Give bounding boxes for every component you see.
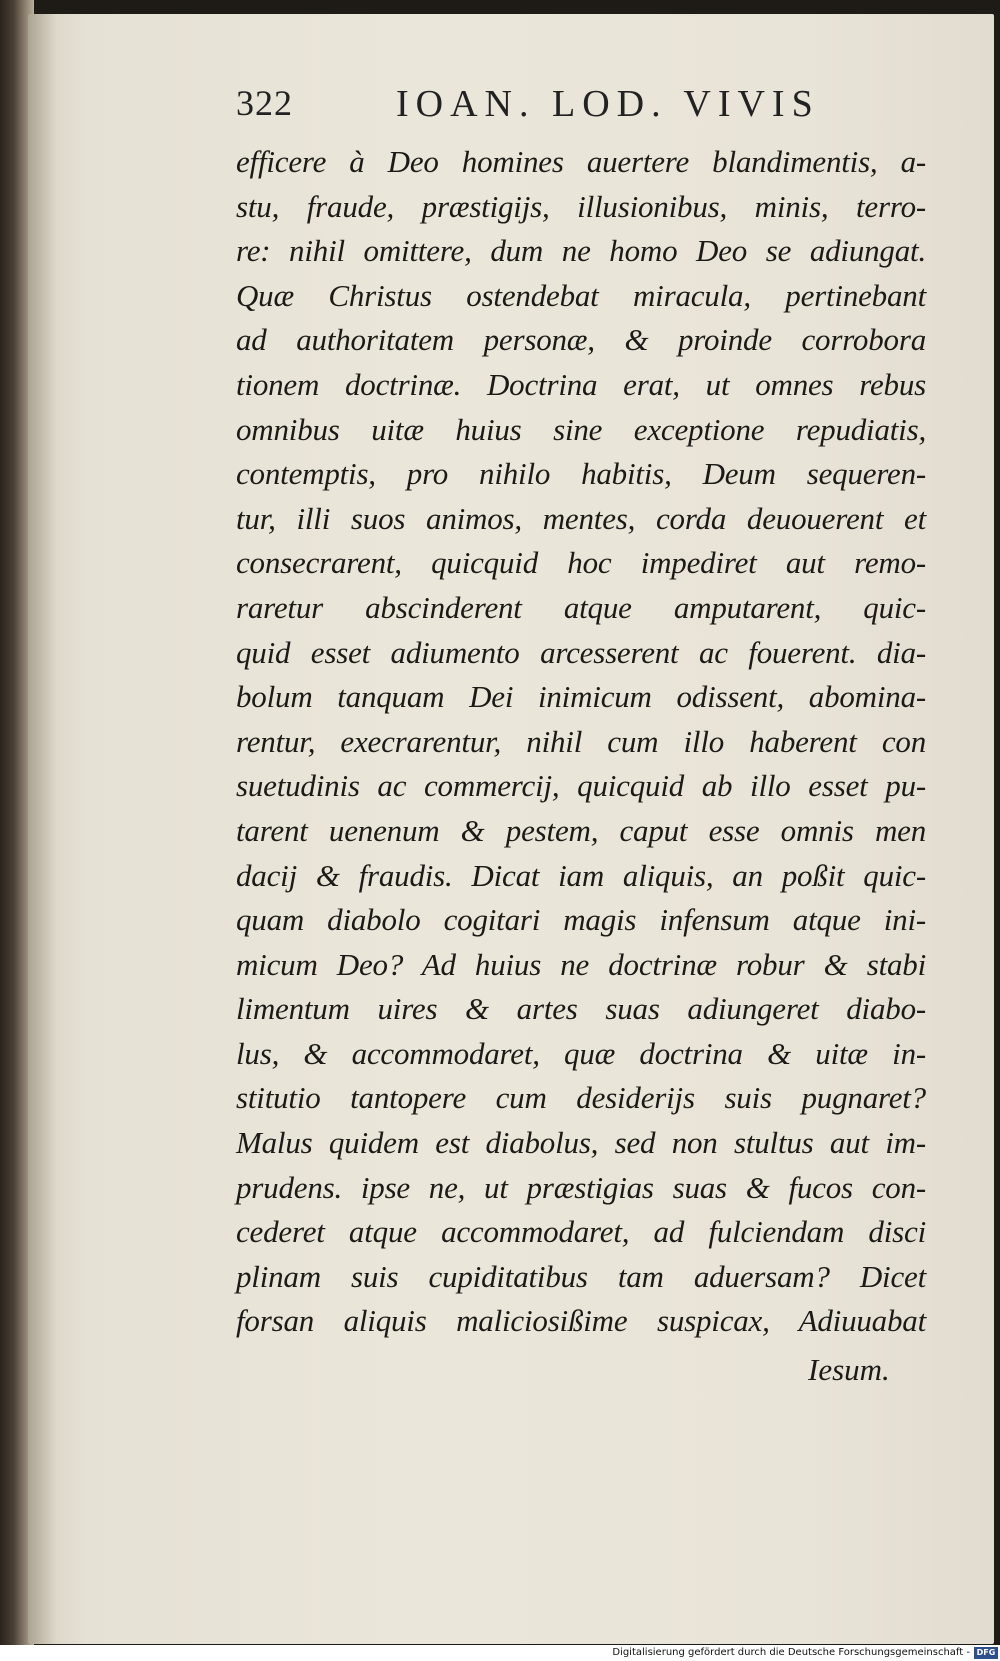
text-line: rentur, execrarentur, nihil cum illo haberent con: [236, 723, 926, 759]
text-line: tur, illi suos animos, mentes, corda deuouerent et: [236, 500, 926, 536]
page-number: 322: [236, 83, 293, 123]
text-line: prudens. ipse ne, ut præstigias suas & fucos con-: [236, 1169, 926, 1205]
text-line: efficere à Deo homines auertere blandimentis, a-: [236, 144, 926, 179]
text-line: micum Deo? Ad huius ne doctrinæ robur & stabi: [236, 946, 926, 982]
text-line: bolum tanquam Dei inimicum odissent, abomina-: [236, 679, 926, 715]
running-head: IOAN. LOD. VIVIS: [396, 83, 820, 125]
text-line: consecrarent, quicquid hoc impediret aut remo-: [236, 545, 926, 581]
dfg-logo-icon: DFG: [974, 1647, 998, 1659]
page-header: [236, 82, 836, 132]
text-line: quam diabolo cogitari magis infensum atque ini-: [236, 902, 926, 938]
text-line: ad authoritatem personæ, & proinde corrobora: [236, 322, 926, 358]
text-line: raretur abscinderent atque amputarent, quic-: [236, 589, 926, 625]
text-line: tarent uenenum & pestem, caput esse omnis men: [236, 812, 926, 848]
text-line: re: nihil omittere, dum ne homo Deo se adiungat.: [236, 233, 926, 269]
text-line: Quæ Christus ostendebat miracula, pertinebant: [236, 277, 926, 313]
digitization-credit: Digitalisierung gefördert durch die Deutsche Forschungsgemeinschaft -: [612, 1647, 970, 1658]
text-block: [236, 140, 926, 1344]
text-line: stitutio tantopere cum desiderijs suis pugnaret?: [236, 1080, 926, 1116]
text-line: stu, fraude, præstigijs, illusionibus, minis, terro-: [236, 188, 926, 224]
text-line: plinam suis cupiditatibus tam aduersam? Dicet: [236, 1258, 926, 1294]
text-line: quid esset adiumento arcesserent ac fouerent. dia-: [236, 634, 926, 670]
text-line: contemptis, pro nihilo habitis, Deum sequeren-: [236, 456, 926, 492]
text-line: limentum uires & artes suas adiungeret diabo-: [236, 991, 926, 1027]
text-line: omnibus uitæ huius sine exceptione repudiatis,: [236, 411, 926, 447]
text-line: dacij & fraudis. Dicat iam aliquis, an poßit quic-: [236, 857, 926, 893]
text-line: cederet atque accommodaret, ad fulciendam disci: [236, 1214, 926, 1250]
text-line: suetudinis ac commercij, quicquid ab illo esset pu-: [236, 768, 926, 804]
text-line: forsan aliquis maliciosißime suspicax, Adiuuabat: [236, 1303, 926, 1339]
text-line: tionem doctrinæ. Doctrina erat, ut omnes rebus: [236, 366, 926, 402]
text-line: Malus quidem est diabolus, sed non stultus aut im-: [236, 1125, 926, 1161]
text-line: lus, & accommodaret, quæ doctrina & uitæ in-: [236, 1035, 926, 1071]
catchword: Iesum.: [808, 1352, 890, 1387]
